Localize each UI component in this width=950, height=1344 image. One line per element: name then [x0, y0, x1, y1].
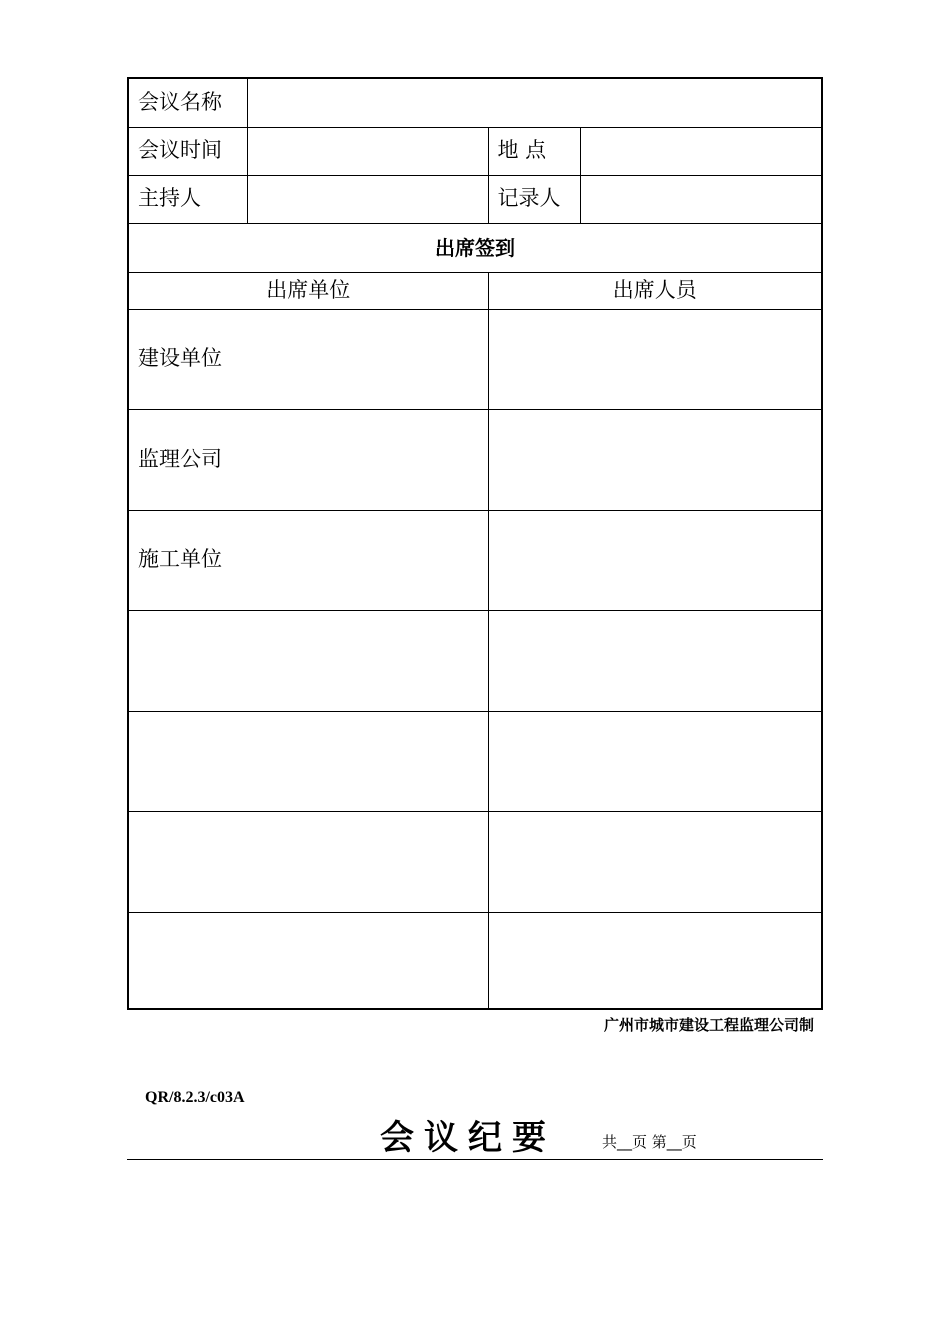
meeting-signin-form: [127, 77, 823, 1010]
host-label: 主持人: [129, 175, 247, 223]
attendance-unit-field[interactable]: [129, 711, 488, 811]
title-underline-divider: [127, 1159, 823, 1160]
form-maker-note: 广州市城市建设工程监理公司制: [603, 1016, 814, 1034]
attendance-persons-field[interactable]: [488, 912, 821, 1008]
meeting-name-field[interactable]: [247, 79, 821, 127]
attendance-persons-field[interactable]: [488, 610, 821, 711]
table-row: [129, 610, 821, 711]
attendance-persons-field[interactable]: [488, 510, 821, 610]
document-code: QR/8.2.3/c03A: [145, 1089, 245, 1106]
document-title: 会议纪要: [380, 1118, 556, 1158]
signin-table: [129, 79, 821, 1008]
host-field[interactable]: [247, 175, 488, 223]
attendance-persons-field[interactable]: [488, 309, 821, 409]
meeting-time-field[interactable]: [247, 127, 488, 175]
table-row: [129, 912, 821, 1008]
meeting-name-label: 会议名称: [129, 79, 247, 127]
section-title-row: [129, 223, 821, 272]
location-label: 地 点: [488, 127, 580, 175]
section-title: 出席签到: [129, 223, 821, 272]
table-row: [129, 811, 821, 912]
recorder-label: 记录人: [488, 175, 580, 223]
page-count: 共__页 第__页: [602, 1133, 697, 1151]
attendance-unit-cell: 监理公司: [129, 409, 488, 510]
attendance-unit-field[interactable]: [129, 912, 488, 1008]
attendance-unit-field[interactable]: [129, 811, 488, 912]
table-row: [129, 409, 821, 510]
location-field[interactable]: [580, 127, 821, 175]
host-row: [129, 175, 821, 223]
col-unit-header: 出席单位: [129, 272, 488, 309]
meeting-name-row: [129, 79, 821, 127]
table-row: [129, 711, 821, 811]
attendance-persons-field[interactable]: [488, 409, 821, 510]
col-person-header: 出席人员: [488, 272, 821, 309]
attendance-unit-cell: 建设单位: [129, 309, 488, 409]
attendance-unit-field[interactable]: [129, 610, 488, 711]
table-row: [129, 510, 821, 610]
recorder-field[interactable]: [580, 175, 821, 223]
column-header-row: [129, 272, 821, 309]
attendance-persons-field[interactable]: [488, 711, 821, 811]
table-row: [129, 309, 821, 409]
meeting-time-row: [129, 127, 821, 175]
attendance-unit-cell: 施工单位: [129, 510, 488, 610]
meeting-time-label: 会议时间: [129, 127, 247, 175]
attendance-persons-field[interactable]: [488, 811, 821, 912]
